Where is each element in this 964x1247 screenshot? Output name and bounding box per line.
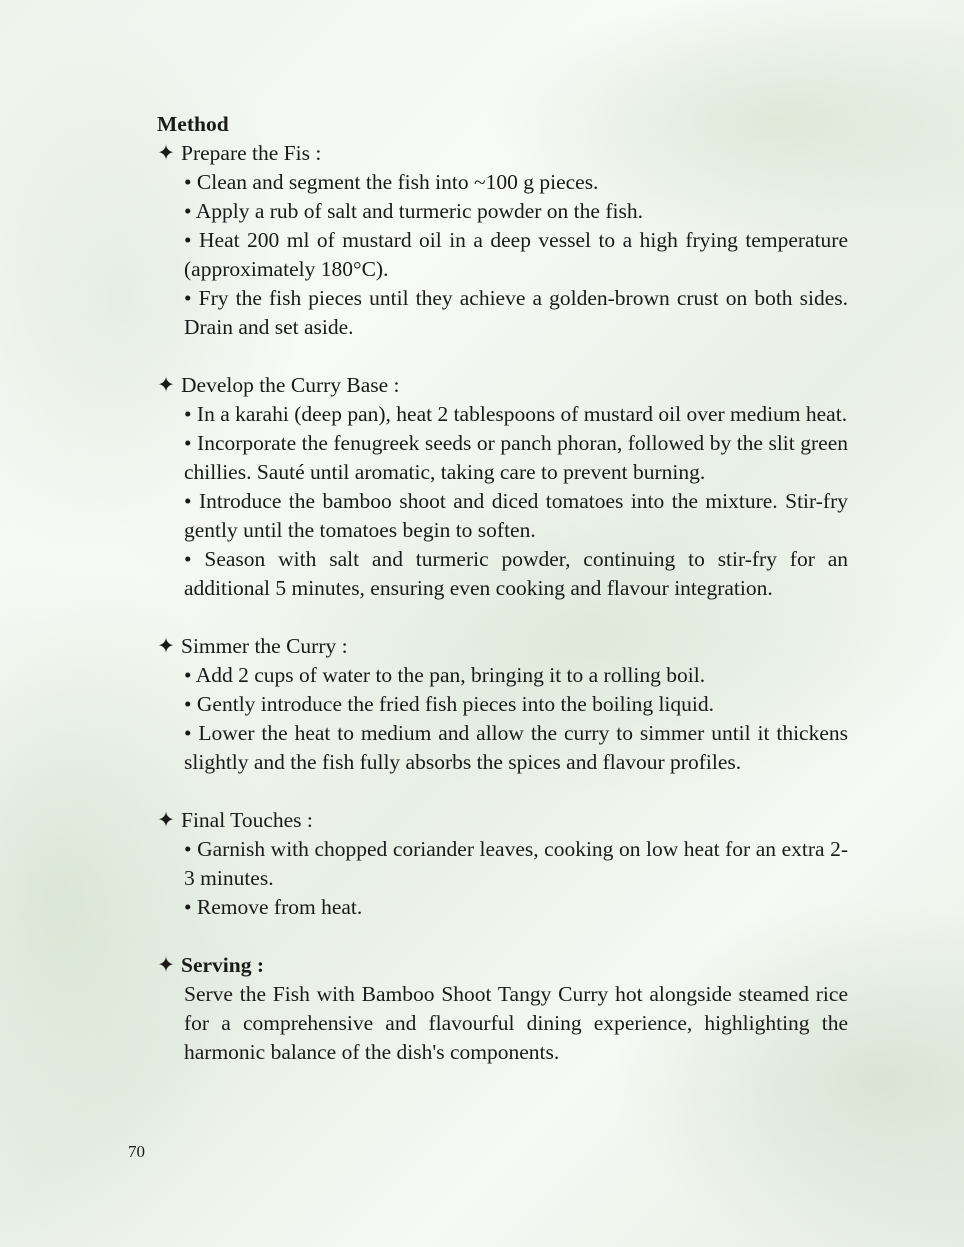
step-list	[157, 835, 848, 922]
serving-text: Serve the Fish with Bamboo Shoot Tangy Curry hot alongside steamed rice for a comprehensive and flavourful dining experience, highlighting the harmonic balance of the dish's components.	[184, 982, 848, 1064]
star-icon: ✦	[157, 953, 176, 977]
star-icon: ✦	[157, 141, 176, 165]
recipe-method	[157, 110, 848, 1096]
section-simmer	[157, 632, 848, 777]
star-icon: ✦	[157, 373, 176, 397]
section-title: ✦ Simmer the Curry :	[157, 632, 848, 661]
list-item: • Apply a rub of salt and turmeric powder on the fish.	[184, 199, 643, 223]
list-item: • In a karahi (deep pan), heat 2 tablespoons of mustard oil over medium heat.	[184, 402, 848, 426]
list-item: • Heat 200 ml of mustard oil in a deep vessel to a high frying temperature (approximately 180°C).	[184, 228, 848, 281]
list-item: • Incorporate the fenugreek seeds or panch phoran, followed by the slit green chillies. Sauté until aromatic, taking care to prevent burning.	[184, 431, 848, 484]
list-item: • Gently introduce the fried fish pieces into the boiling liquid.	[184, 692, 714, 716]
star-icon: ✦	[157, 634, 176, 658]
list-item: • Clean and segment the fish into ~100 g pieces.	[184, 170, 599, 194]
list-item: • Add 2 cups of water to the pan, bringing it to a rolling boil.	[184, 663, 706, 687]
step-list	[157, 400, 848, 603]
section-serving	[157, 951, 848, 1067]
star-icon: ✦	[157, 808, 176, 832]
section-title: ✦ Final Touches :	[157, 806, 848, 835]
section-title: ✦ Prepare the Fis :	[157, 139, 848, 168]
section-curry-base	[157, 371, 848, 603]
list-item: • Season with salt and turmeric powder, continuing to stir-fry for an additional 5 minutes, ensuring even cooking and flavour integration.	[184, 547, 849, 600]
section-prepare-fish	[157, 139, 848, 342]
page-number: 70	[128, 1142, 145, 1161]
section-title: ✦ Develop the Curry Base :	[157, 371, 848, 400]
section-title: ✦ Serving :	[157, 951, 848, 980]
step-list	[157, 661, 848, 777]
list-item: • Introduce the bamboo shoot and diced tomatoes into the mixture. Stir-fry gently until the tomatoes begin to soften.	[184, 489, 848, 542]
section-final-touches	[157, 806, 848, 922]
list-item: • Fry the fish pieces until they achieve a golden-brown crust on both sides. Drain and set aside.	[184, 286, 849, 339]
list-item: • Remove from heat.	[184, 895, 363, 919]
list-item: • Lower the heat to medium and allow the curry to simmer until it thickens slightly and the fish fully absorbs the spices and flavour profiles.	[184, 721, 848, 774]
step-list	[157, 168, 848, 342]
list-item: • Garnish with chopped coriander leaves, cooking on low heat for an extra 2-3 minutes.	[184, 837, 848, 890]
method-heading: Method	[157, 112, 229, 136]
